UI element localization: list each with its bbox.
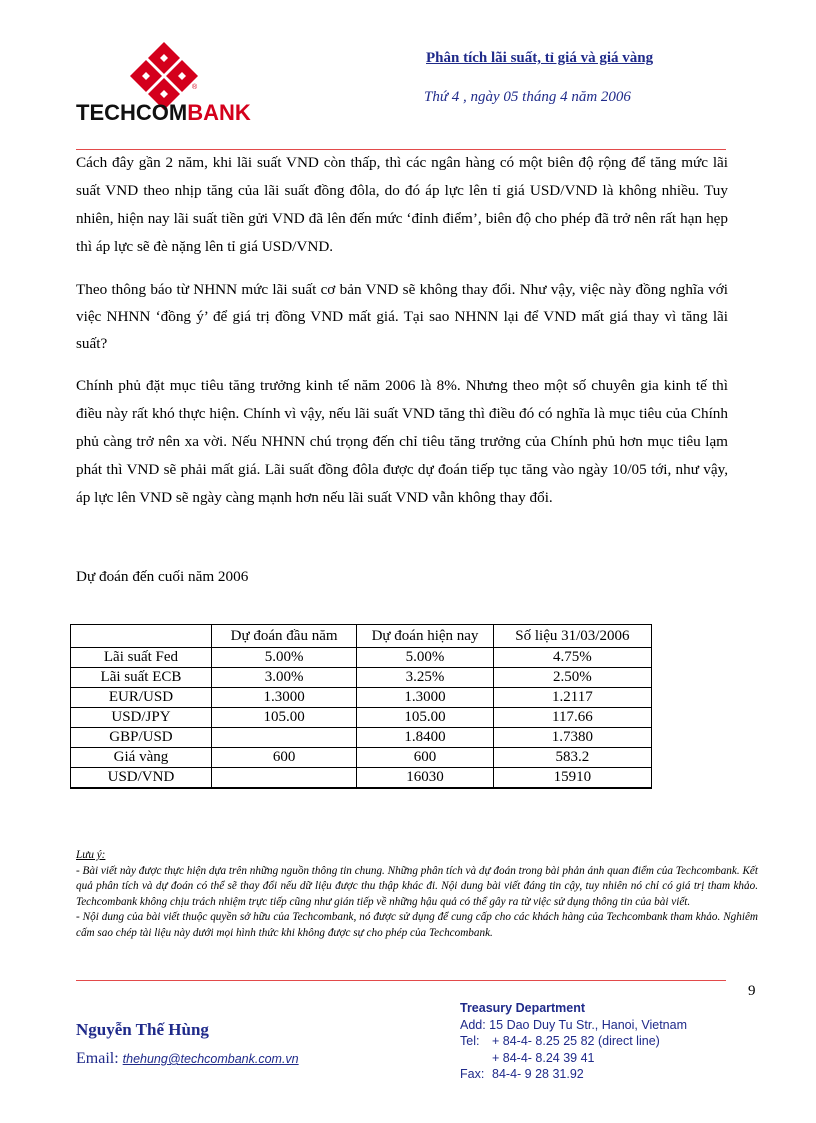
header-cell: Dự đoán đầu năm <box>211 625 356 648</box>
table-cell: 3.00% <box>211 668 356 688</box>
phone-line-1 <box>460 1033 687 1050</box>
department-address: Add: 15 Dao Duy Tu Str., Hanoi, Vietnam <box>460 1017 687 1032</box>
table-cell: 600 <box>211 748 356 768</box>
email-link[interactable]: thehung@techcombank.com.vn <box>122 1052 299 1066</box>
document-date: Thứ 4 , ngày 05 tháng 4 năm 2006 <box>424 89 631 105</box>
table-row <box>71 648 652 668</box>
document-title: Phân tích lãi suất, tỉ giá và giá vàng <box>426 50 654 66</box>
registered-mark: ® <box>192 84 198 91</box>
note-line: - Bài viết này được thực hiện dựa trên những nguồn thông tin chung. Những phân tích và dự đoán trong bài phản ánh quan điểm của Techcombank. Kết quả phân tích và dự đoán có thể sẽ thay đổi nếu dữ liệu được thu thập khác đi. Nội dung bài viết đáng tin cậy, tuy nhiên nó chỉ có giá trị tham khảo. Techcombank không chịu trách nhiệm trực tiếp cũng như gián tiếp về những hậu quả có thể gây ra từ việc sử dụng thông tin của bài viết. <box>76 864 758 908</box>
row-label: GBP/USD <box>71 728 212 748</box>
row-label: Lãi suất Fed <box>71 648 212 668</box>
row-label: Lãi suất ECB <box>71 668 212 688</box>
table-cell: 1.7380 <box>493 728 651 748</box>
table-cell: 15910 <box>493 768 651 789</box>
phone-line-2 <box>460 1050 687 1067</box>
department-name: Treasury Department <box>460 1001 586 1015</box>
table-row <box>71 768 652 789</box>
paragraph-1: Cách đây gần 2 năm, khi lãi suất VND còn thấp, thì các ngân hàng có một biên độ rộng để tăng mức lãi suất VND theo nhịp tăng của lãi suất đồng đôla, do đó áp lực lên tỉ giá USD/VND là không nhiều. Tuy nhiên, hiện nay lãi suất tiền gửi VND đã lên đến mức ‘đỉnh điểm’, biên độ cho phép đã trở nên rất hạn hẹp thì áp lực sẽ đè nặng lên tỉ giá USD/VND. <box>76 154 728 255</box>
table-cell: 1.8400 <box>357 728 493 748</box>
table-header-row <box>71 625 652 648</box>
table-cell: 5.00% <box>357 648 493 668</box>
table-cell: 105.00 <box>357 708 493 728</box>
paragraph-3: Chính phủ đặt mục tiêu tăng trưởng kinh tế năm 2006 là 8%. Nhưng theo một số chuyên gia kinh tế thì điều này rất khó thực hiện. Chính vì vậy, nếu lãi suất VND tăng thì điều đó có nghĩa là mục tiêu của Chính phủ càng trở nên xa vời. Nếu NHNN chú trọng đến chỉ tiêu tăng trưởng của Chính phủ hơn mục tiêu lạm phát thì VND sẽ phải mất giá. Lãi suất đồng đôla được dự đoán tiếp tục tăng vào ngày 10/05 tới, như vậy, áp lực lên VND sẽ ngày càng mạnh hơn nếu lãi suất VND vẫn không thay đổi. <box>76 377 728 506</box>
table-cell: 4.75% <box>493 648 651 668</box>
fax-line <box>460 1066 687 1083</box>
row-label: USD/JPY <box>71 708 212 728</box>
table-cell: 16030 <box>357 768 493 789</box>
forecast-table <box>70 624 652 789</box>
email-label: Email: <box>76 1050 119 1067</box>
footer-divider <box>76 980 726 981</box>
techcombank-logo-text: TECHCOMBANK <box>76 100 251 125</box>
table-cell: 117.66 <box>493 708 651 728</box>
disclaimer-note <box>76 848 758 941</box>
table-cell <box>211 728 356 748</box>
author-name: Nguyễn Thế Hùng <box>76 1020 209 1039</box>
table-cell: 1.2117 <box>493 688 651 708</box>
page-number: 9 <box>748 983 756 999</box>
tel-number-2: + 84-4- 8.24 39 41 <box>492 1050 595 1065</box>
table-caption: Dự đoán đến cuối năm 2006 <box>76 568 249 585</box>
paragraph-2: Theo thông báo từ NHNN mức lãi suất cơ bản VND sẽ không thay đổi. Như vậy, việc này đồng nghĩa với việc NHNN ‘đồng ý’ để giá trị đồng VND mất giá. Tại sao NHNN lại để VND mất giá thay vì tăng lãi suất? <box>76 281 728 352</box>
fax-number: 84-4- 9 28 31.92 <box>492 1067 584 1081</box>
row-label: EUR/USD <box>71 688 212 708</box>
table-row <box>71 748 652 768</box>
author-email <box>76 1050 299 1068</box>
header-cell <box>71 625 212 648</box>
table-cell: 1.3000 <box>357 688 493 708</box>
fax-label: Fax: <box>460 1067 485 1081</box>
table-cell: 2.50% <box>493 668 651 688</box>
table-cell: 105.00 <box>211 708 356 728</box>
table-cell: 583.2 <box>493 748 651 768</box>
header-cell: Số liệu 31/03/2006 <box>493 625 651 648</box>
header-cell: Dự đoán hiện nay <box>357 625 493 648</box>
tel-number-1: + 84-4- 8.25 25 82 (direct line) <box>492 1034 660 1048</box>
table-cell: 5.00% <box>211 648 356 668</box>
table-cell: 3.25% <box>357 668 493 688</box>
table-row <box>71 668 652 688</box>
row-label: Giá vàng <box>71 748 212 768</box>
tel-label: Tel: <box>460 1034 480 1048</box>
table-cell: 1.3000 <box>211 688 356 708</box>
table-cell: 600 <box>357 748 493 768</box>
table-row <box>71 708 652 728</box>
table-row <box>71 728 652 748</box>
table-cell <box>211 768 356 789</box>
note-title: Lưu ý: <box>76 849 106 861</box>
department-contact <box>460 1000 687 1083</box>
note-line: - Nội dung của bài viết thuộc quyền sở hữu của Techcombank, nó được sử dụng để cung cấp cho các khách hàng của Techcombank tham khảo. Nghiêm cấm sao chép tài liệu này dưới mọi hình thức khi không được sự cho phép của Techcombank. <box>76 911 758 939</box>
table-row <box>71 688 652 708</box>
row-label: USD/VND <box>71 768 212 789</box>
